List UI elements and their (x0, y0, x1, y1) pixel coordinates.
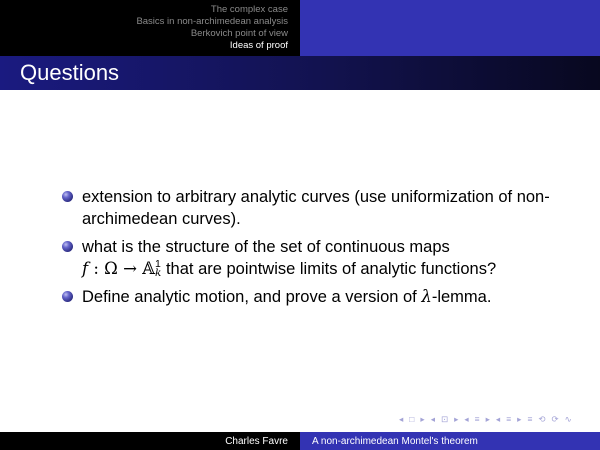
text-after-lambda: -lemma. (431, 288, 492, 306)
beamer-navigation-symbols (399, 414, 572, 425)
math-lambda: λ (421, 287, 432, 306)
list-item (62, 186, 572, 230)
section-navigation (0, 0, 300, 56)
math-superscript: 1 (155, 258, 161, 270)
list-item-text (82, 236, 572, 280)
footer-presentation-title: A non-archimedean Montel's theorem (300, 432, 600, 450)
nav-document-icon[interactable]: ≡ (506, 414, 512, 424)
footline-bar (0, 432, 600, 450)
bullet-list (62, 186, 572, 314)
math-arrow: → (117, 259, 143, 278)
math-affine-A: 𝔸 (142, 259, 155, 278)
headline-right-panel (300, 0, 600, 56)
math-f: f (82, 259, 89, 278)
nav-prev-section-icon[interactable]: ◂ (464, 414, 469, 424)
nav-next-document-icon[interactable]: ▸ (517, 414, 522, 424)
nav-next-subsection-icon[interactable]: ▸ (454, 414, 459, 424)
nav-subsection-icon[interactable]: ⊡ (440, 414, 449, 424)
nav-section-complex-case[interactable]: The complex case (210, 4, 288, 15)
text-before-lambda: Define analytic motion, and prove a version of (82, 288, 422, 306)
list-item-text (82, 286, 572, 308)
math-subscript: k (155, 267, 162, 279)
frame-title-bar (0, 56, 600, 90)
nav-section-berkovich[interactable]: Berkovich point of view (190, 28, 288, 39)
bullet-ball-icon (62, 191, 73, 202)
nav-prev-document-icon[interactable]: ◂ (495, 414, 501, 424)
nav-section-ideas-of-proof[interactable]: Ideas of proof (229, 40, 288, 51)
nav-next-section-icon[interactable]: ▸ (485, 414, 490, 424)
bullet-ball-icon (62, 291, 73, 302)
list-item-text: extension to arbitrary analytic curves (use uniformization of non-archimedean curves). (82, 188, 550, 228)
nav-prev-subsection-icon[interactable]: ◂ (430, 414, 435, 424)
headline-bar (0, 0, 600, 56)
nav-search-icon[interactable]: ∿ (564, 414, 572, 424)
nav-next-frame-icon[interactable]: ▸ (420, 414, 425, 424)
nav-prev-frame-icon[interactable]: ◂ (399, 414, 404, 424)
slide-title: Questions (20, 60, 120, 85)
nav-section-basics[interactable]: Basics in non-archimedean analysis (136, 16, 288, 27)
nav-section-icon[interactable]: ≡ (474, 414, 480, 424)
nav-forward-icon[interactable]: ⟳ (551, 414, 559, 424)
bullet-ball-icon (62, 241, 73, 252)
list-item (62, 286, 572, 308)
nav-appendix-icon[interactable]: ≡ (527, 414, 533, 424)
nav-frame-icon[interactable]: □ (409, 414, 415, 424)
math-colon: : (88, 259, 105, 278)
nav-back-icon[interactable]: ⟲ (538, 414, 546, 424)
text-before-math: what is the structure of the set of continuous maps (82, 238, 450, 256)
list-item (62, 236, 572, 280)
footer-author: Charles Favre (0, 432, 300, 450)
math-omega: Ω (104, 259, 118, 278)
text-after-math: that are pointwise limits of analytic functions? (161, 260, 497, 278)
